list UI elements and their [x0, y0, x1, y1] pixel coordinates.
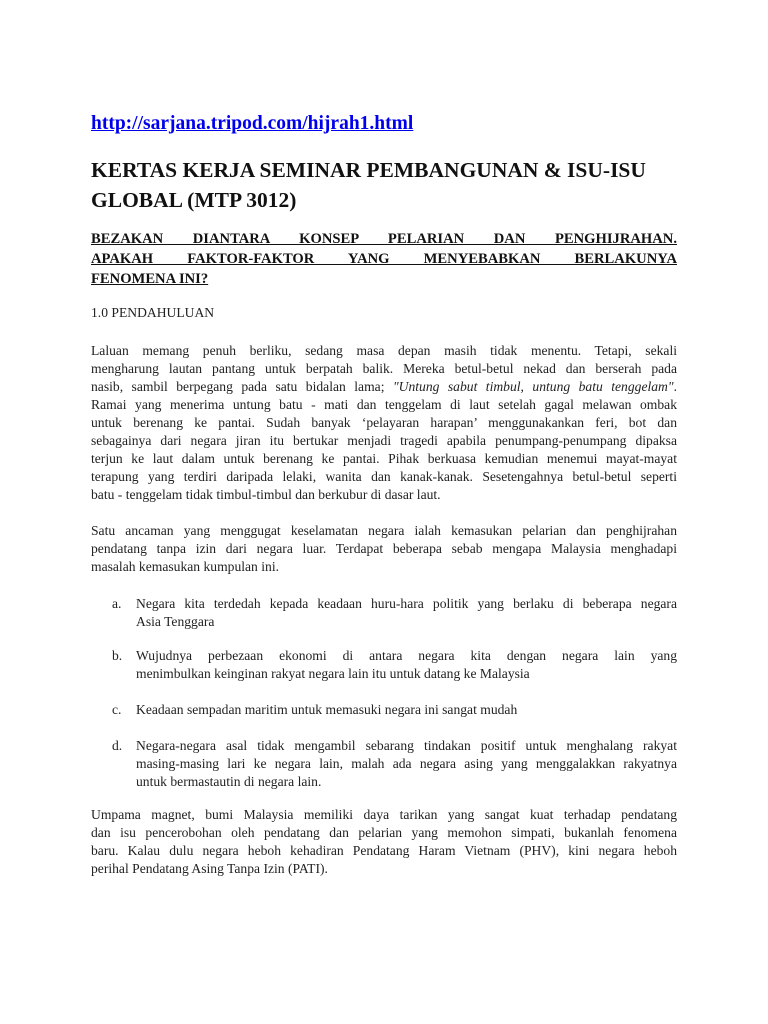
paragraph-line: terjun ke laut dalam untuk berenang ke pantai. Pihak berkuasa kemudian menemui mayat-mayat [91, 451, 677, 466]
list-item-line: Negara-negara asal tidak mengambil sebarang tindakan positif untuk menghalang rakyat [136, 738, 677, 753]
list-item-text [136, 647, 677, 683]
list-item-line: Keadaan sempadan maritim untuk memasuki negara ini sangat mudah [136, 702, 518, 717]
question-line: FENOMENA INI? [91, 271, 209, 287]
paragraph-line: Satu ancaman yang menggugat keselamatan negara ialah kemasukan pelarian dan penghijrahan [91, 523, 677, 538]
list-item-line: Wujudnya perbezaan ekonomi di antara negara kita dengan negara lain yang [136, 648, 677, 663]
paragraph-line: perihal Pendatang Asing Tanpa Izin (PATI). [91, 861, 328, 876]
list-item-line: Asia Tenggara [136, 614, 215, 629]
essay-question [91, 229, 677, 289]
list-item-text [136, 701, 677, 719]
list-marker: b. [112, 648, 123, 663]
paragraph-line: masalah kemasukan kumpulan ini. [91, 559, 280, 574]
paragraph-line: terapung yang terdiri daripada lelaki, wanita dan kanak-kanak. Sesetengahnya betul-betul seperti [91, 469, 677, 484]
paragraph-line: Laluan memang penuh berliku, sedang masa depan masih tidak menentu. Tetapi, sekali [91, 343, 677, 358]
list-item-line: untuk bermastautin di negara lain. [136, 774, 322, 789]
paragraph-line: baru. Kalau dulu negara heboh kehadiran Pendatang Haram Vietnam (PHV), kini negara heboh [91, 843, 677, 858]
source-link[interactable]: http://sarjana.tripod.com/hijrah1.html [91, 113, 414, 134]
paragraph-line: Umpama magnet, bumi Malaysia memiliki daya tarikan yang sangat kuat terhadap pendatang [91, 807, 677, 822]
paragraph-line: batu - tenggelam tidak timbul-timbul dan berkubur di dasar laut. [91, 487, 441, 502]
list-item-line: masing-masing lari ke negara lain, malah ada negara asing yang menggalakkan rakyatnya [136, 756, 677, 771]
question-line: APAKAH FAKTOR-FAKTOR YANG MENYEBABKAN BERLAKUNYA [91, 251, 677, 267]
proverb-quote: "Untung sabut timbul, untung batu tenggelam" [392, 379, 674, 394]
paragraph-line [91, 378, 677, 396]
question-line: BEZAKAN DIANTARA KONSEP PELARIAN DAN PENGHIJRAHAN. [91, 231, 677, 247]
section-heading: 1.0 PENDAHULUAN [91, 305, 215, 320]
list-marker: a. [112, 596, 122, 611]
list-marker: c. [112, 702, 122, 717]
paragraph-line: dan isu pencerobohan oleh pendatang dan pelarian yang memohon simpati, bukanlah fenomena [91, 825, 677, 840]
paragraph-line: sebagainya dari negara jiran itu bertukar menjadi tragedi apabila penumpang-penumpang dipaksa [91, 433, 677, 448]
list-marker: d. [112, 738, 123, 753]
list-item-text [136, 737, 677, 791]
paragraph-line: Ramai yang menerima untung batu - mati dan tenggelam di laut setelah gagal melawan ombak [91, 397, 677, 412]
list-item-line: menimbulkan keinginan rakyat negara lain itu untuk datang ke Malaysia [136, 666, 530, 681]
paragraph-threat [91, 522, 677, 576]
paragraph-line: pendatang tanpa izin dari negara luar. Terdapat beberapa sebab mengapa Malaysia menghadapi [91, 541, 677, 556]
paragraph-line: untuk berenang ke pantai. Sudah banyak ‘pelayaran harapan’ menggunakankan feri, bot dan [91, 415, 677, 430]
paragraph-line: mengharung lautan pantang untuk berpatah balik. Mereka betul-betul nekad dan berserah pada [91, 361, 677, 376]
paragraph-text: . [673, 379, 677, 394]
document-title [91, 155, 681, 215]
paragraph-intro [91, 342, 677, 504]
paragraph-text: nasib, sambil berpegang pada satu bidalan lama; [91, 379, 393, 394]
title-line: GLOBAL (MTP 3012) [91, 188, 297, 212]
paragraph-magnet [91, 806, 677, 878]
list-item-line: Negara kita terdedah kepada keadaan huru-hara politik yang berlaku di beberapa negara [136, 596, 677, 611]
title-line: KERTAS KERJA SEMINAR PEMBANGUNAN & ISU-ISU [91, 158, 646, 182]
list-item-text [136, 595, 677, 631]
